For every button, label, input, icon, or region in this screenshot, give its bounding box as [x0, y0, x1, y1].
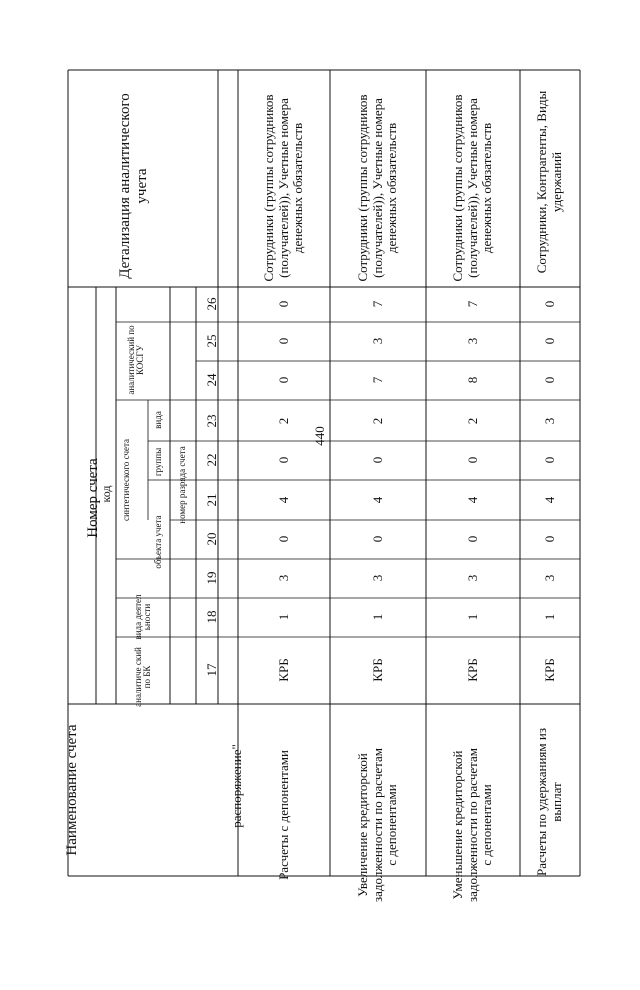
- row-cell: 3: [541, 417, 557, 425]
- header-object: объекта учета: [153, 515, 164, 569]
- row-cell: 0: [275, 456, 291, 464]
- row-cell: 1: [275, 613, 291, 621]
- row-cell: 4: [275, 496, 291, 504]
- row-cell: 0: [275, 337, 291, 345]
- row-cell: 4: [369, 496, 385, 504]
- row-cell: 3: [369, 574, 385, 582]
- row-detail: Сотрудники (группы сотрудников (получателей)), Учетные номера денежных обязательств: [449, 94, 495, 282]
- row-cell: 0: [541, 535, 557, 543]
- row-cell: 0: [464, 456, 480, 464]
- row-detail: Сотрудники (группы сотрудников (получателей)), Учетные номера денежных обязательств: [354, 94, 400, 282]
- row-cell: КРБ: [369, 658, 385, 682]
- row-cell: 0: [275, 535, 291, 543]
- row-detail: Сотрудники, Контрагенты, Виды удержаний: [534, 90, 564, 274]
- row-cell: 0: [369, 535, 385, 543]
- row-cell: 0: [541, 376, 557, 384]
- row-cell: 2: [369, 417, 385, 425]
- row-cell: 8: [464, 376, 480, 384]
- row-cell: 3: [275, 574, 291, 582]
- row-cell: 7: [369, 376, 385, 384]
- header-synthetic: синтетического счета: [121, 438, 132, 522]
- row-cell: 0: [275, 376, 291, 384]
- row-cell: 0: [541, 456, 557, 464]
- header-kind: вида: [153, 411, 164, 429]
- header-digit-number: номер разряда счета: [177, 446, 188, 524]
- row-cell: 4: [541, 496, 557, 504]
- digit-21: 21: [203, 493, 219, 507]
- digit-17: 17: [203, 663, 219, 677]
- row-cell: 0: [541, 337, 557, 345]
- row-cell: 1: [369, 613, 385, 621]
- row-cell: 3: [464, 337, 480, 345]
- row-detail: Сотрудники (группы сотрудников (получателей)), Учетные номера денежных обязательств: [260, 94, 306, 282]
- header-group: группы: [153, 447, 164, 477]
- digit-23: 23: [203, 414, 219, 428]
- row-cell: 0: [275, 300, 291, 308]
- row-cell: 0: [369, 456, 385, 464]
- header-kosgu: аналитический по КОСГУ: [125, 325, 145, 395]
- row-cell: 3: [541, 574, 557, 582]
- row-cell: КРБ: [275, 658, 291, 682]
- row-cell: 7: [369, 300, 385, 308]
- row-cell: КРБ: [464, 658, 480, 682]
- row-cell: 1: [464, 613, 480, 621]
- digit-25: 25: [203, 334, 219, 348]
- header-analytic-bk: аналитиче ский по БК: [132, 647, 152, 707]
- digit-20: 20: [203, 532, 219, 546]
- digit-18: 18: [203, 610, 219, 624]
- row-name: Расчеты по удержаниям из выплат: [534, 728, 564, 876]
- digit-24: 24: [203, 373, 219, 387]
- continuation-row-label: распоряжение": [228, 744, 244, 828]
- row-cell: 0: [541, 300, 557, 308]
- header-detail: Детализация аналитического учета: [116, 93, 150, 279]
- header-code: код: [99, 485, 114, 503]
- row-cell: 2: [275, 417, 291, 425]
- header-activity-type: вида деятел ьности: [132, 594, 152, 640]
- row-name: Увеличение кредиторской задолженности по расчетам с депонентами: [354, 748, 400, 902]
- row-cell: 1: [541, 613, 557, 621]
- page-number: 440: [312, 426, 327, 446]
- row-cell: 3: [369, 337, 385, 345]
- row-cell: 4: [464, 496, 480, 504]
- digit-19: 19: [203, 571, 219, 585]
- digit-26: 26: [203, 297, 219, 311]
- row-cell: КРБ: [541, 658, 557, 682]
- row-name: Расчеты с депонентами: [275, 750, 291, 880]
- row-cell: 7: [464, 300, 480, 308]
- row-name: Уменьшение кредиторской задолженности по расчетам с депонентами: [449, 748, 495, 902]
- row-cell: 2: [464, 417, 480, 425]
- header-account-number: Номер счета: [85, 458, 102, 538]
- header-name: Наименование счета: [64, 724, 81, 856]
- digit-22: 22: [203, 453, 219, 467]
- row-cell: 3: [464, 574, 480, 582]
- row-cell: 0: [464, 535, 480, 543]
